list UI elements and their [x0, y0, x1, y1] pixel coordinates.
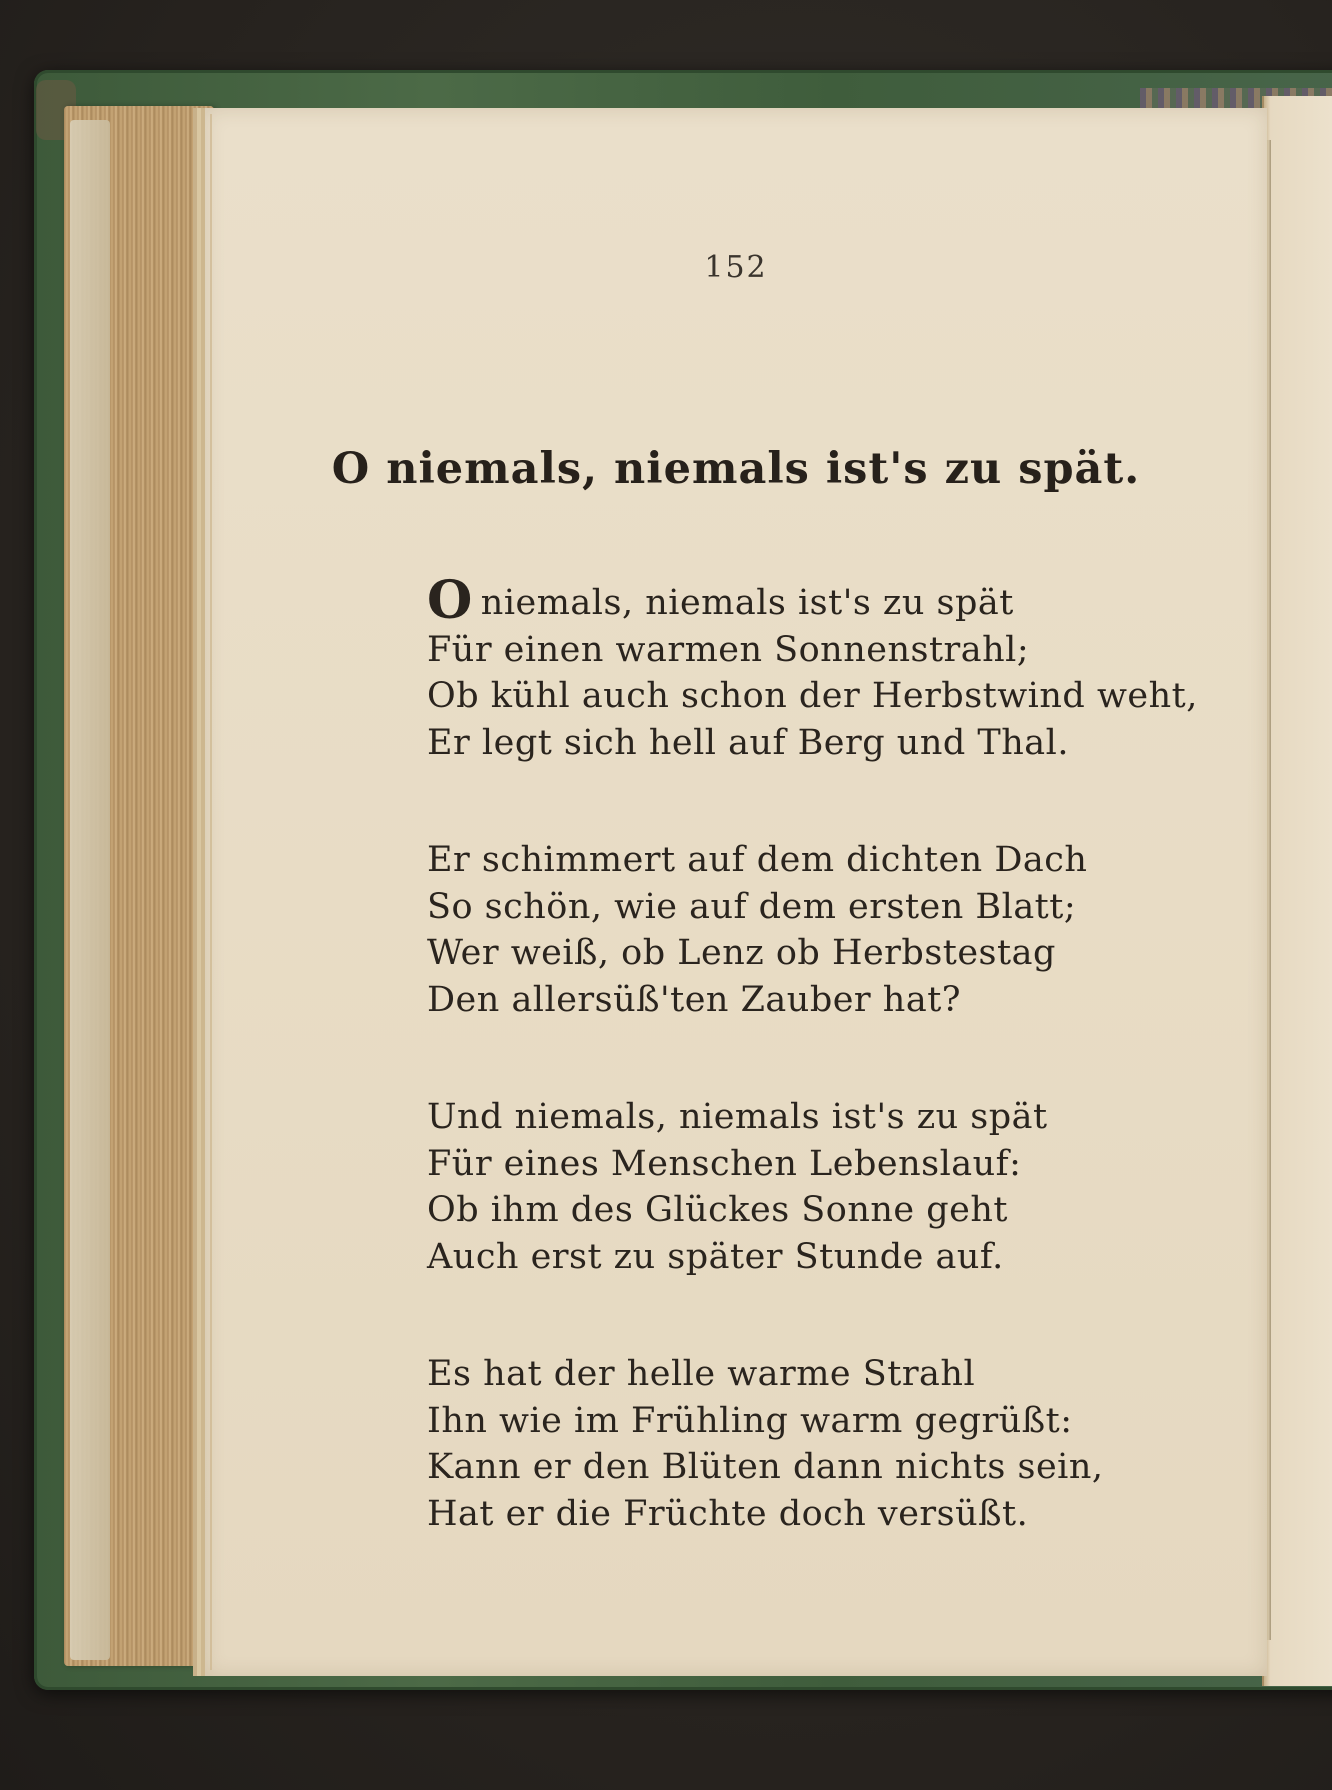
verse-line: Ob ihm des Glückes Sonne geht — [427, 1190, 1008, 1230]
verse-line: Und niemals, niemals ist's zu spät — [427, 1097, 1048, 1137]
stanza-4 — [427, 1351, 1207, 1537]
verse-line-text: niemals, niemals ist's zu spät — [480, 583, 1014, 623]
page-number: 152 — [704, 250, 768, 285]
verse-line: Für einen warmen Sonnenstrahl; — [427, 629, 1030, 670]
drop-cap: O — [427, 570, 473, 631]
verse-line: Ob kühl auch schon der Herbstwind weht, — [427, 676, 1198, 716]
verse-line: Für eines Menschen Lebenslauf: — [427, 1143, 1022, 1184]
verse-line: Er legt sich hell auf Berg und Thal. — [427, 722, 1069, 763]
verse-line: Den allersüß'ten Zauber hat? — [427, 979, 962, 1020]
stanza-3 — [427, 1094, 1207, 1280]
stanza-1 — [427, 570, 1207, 766]
page-text — [205, 108, 1267, 1676]
poem-title: O niemals, niemals ist's zu spät. — [331, 444, 1141, 494]
verse-line: Es hat der helle warme Strahl — [427, 1354, 976, 1394]
verse-line: Kann er den Blüten dann nichts sein, — [427, 1447, 1104, 1487]
verse-line: Er schimmert auf dem dichten Dach — [427, 840, 1088, 880]
verse-line: Auch erst zu später Stunde auf. — [427, 1236, 1004, 1277]
verse-line: So schön, wie auf dem ersten Blatt; — [427, 886, 1077, 927]
stanza-2 — [427, 837, 1207, 1023]
page-edges-light — [70, 120, 110, 1660]
verse-line: Ihn wie im Frühling warm gegrüßt: — [427, 1400, 1073, 1441]
verse-line — [427, 570, 1207, 631]
poem-body — [427, 570, 1207, 1608]
facing-page — [1262, 96, 1332, 1686]
verse-line: Wer weiß, ob Lenz ob Herbstestag — [427, 933, 1056, 973]
verse-line: Hat er die Früchte doch versüßt. — [427, 1493, 1029, 1534]
